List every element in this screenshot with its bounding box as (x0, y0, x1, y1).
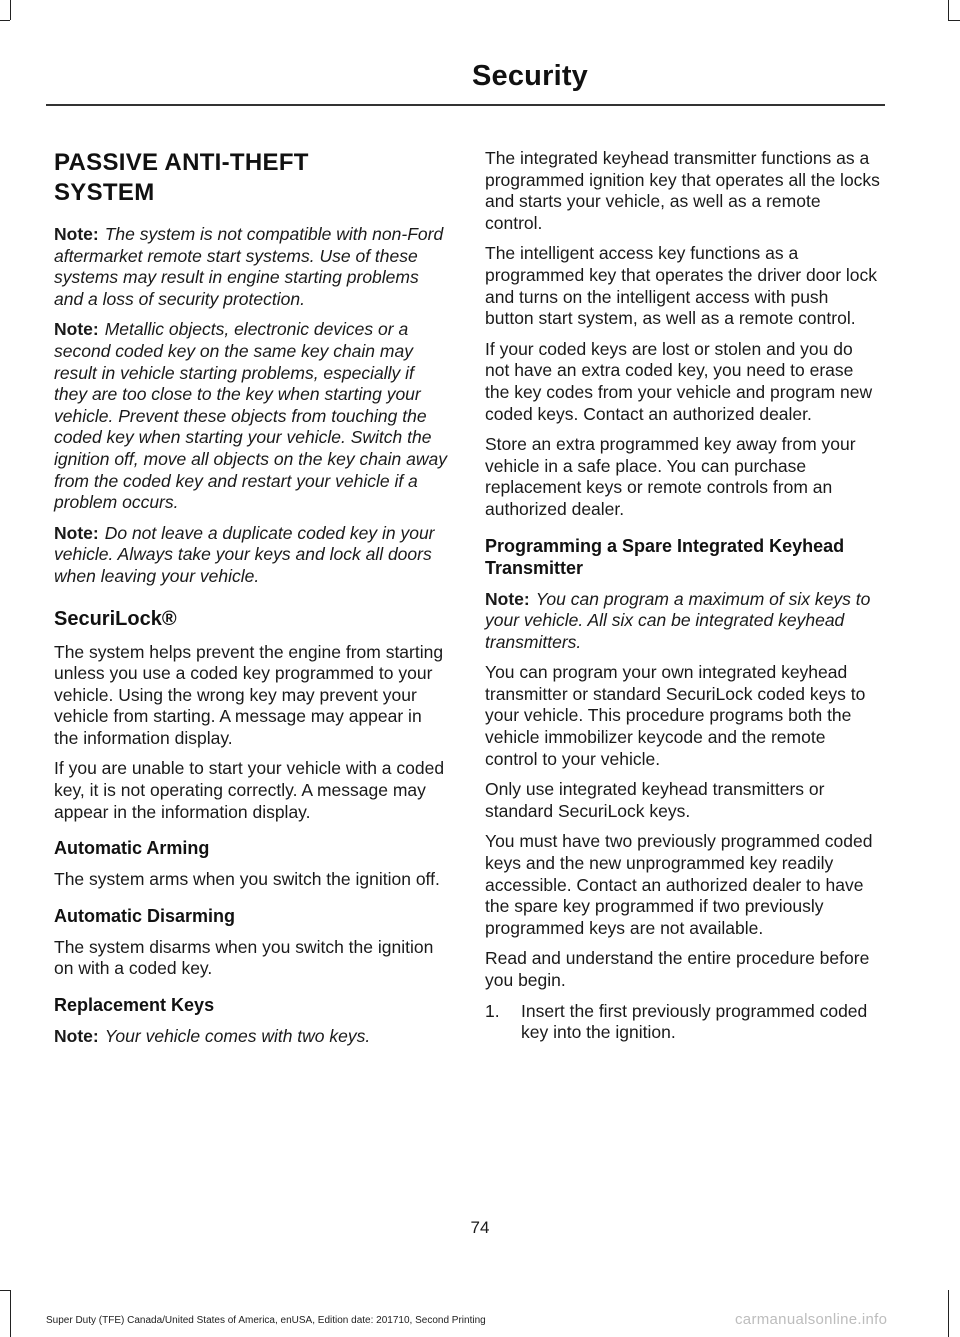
header-divider (46, 104, 885, 106)
note-label: Note: (54, 522, 99, 543)
section-heading: PASSIVE ANTI-THEFT SYSTEM (54, 149, 309, 206)
body-paragraph: If your coded keys are lost or stolen and you do not have an extra coded key, you need to erase the key codes from your vehicle and program new coded keys. Contact an authorized dealer. (485, 338, 873, 424)
body-paragraph: If you are unable to start your vehicle with a coded key, it is not operating correctly. A message may appear in the information display. (54, 758, 445, 822)
step-number: 1. (485, 1000, 500, 1021)
body-paragraph: You can program your own integrated keyhead transmitter or standard SecuriLock coded keys to your vehicle. This procedure programs both the vehicle immobilizer keycode and the remote control to your vehicle. (485, 662, 866, 769)
right-column (485, 148, 881, 1044)
page-title: Security (471, 60, 589, 92)
edition-footer: Super Duty (TFE) Canada/United States of America, enUSA, Edition date: 201710, Second Printing (46, 1315, 486, 1326)
note-text: The system is not compatible with non-Ford aftermarket remote start systems. Use of these systems may result in engine starting problems and a loss of security protection. (54, 224, 444, 309)
topic-heading: Automatic Arming (54, 838, 210, 859)
body-paragraph: The system disarms when you switch the ignition on with a coded key. (54, 936, 434, 979)
body-paragraph: The system helps prevent the engine from starting unless you use a coded key programmed to your vehicle. Using the wrong key may prevent your vehicle from starting. A message may appear in the information display. (54, 641, 444, 748)
note-paragraph (54, 224, 447, 310)
note-text: You can program a maximum of six keys to your vehicle. All six can be integrated keyhead transmitters. (485, 588, 871, 652)
subsection-heading: SecuriLock® (54, 607, 177, 630)
crop-mark (10, 1290, 11, 1337)
crop-mark (10, 0, 11, 20)
note-text: Your vehicle comes with two keys. (104, 1026, 371, 1047)
note-paragraph (54, 523, 447, 588)
watermark: carmanualsonline.info (735, 1311, 888, 1328)
note-label: Note: (54, 224, 99, 244)
crop-mark (0, 1290, 10, 1291)
crop-mark (948, 20, 960, 21)
topic-heading: Automatic Disarming (54, 905, 236, 926)
note-text: Metallic objects, electronic devices or a second coded key on the same key chain may result in vehicle starting problems, especially if they are too close to the key when starting your vehicle. Prevent these objects from touching the coded key when starting your vehicle. Switch the ignition off, move all objects on the key chain away from the coded key and restart your vehicle if a problem occurs. (54, 319, 447, 513)
step-text: Insert the first previously programmed coded key into the ignition. (521, 1000, 868, 1043)
note-label: Note: (485, 588, 530, 609)
topic-heading: Programming a Spare Integrated Keyhead Transmitter (485, 535, 845, 578)
procedure-step (485, 1001, 881, 1044)
note-text: Do not leave a duplicate coded key in your vehicle. Always take your keys and lock all doors when leaving your vehicle. (54, 522, 435, 586)
body-paragraph: Read and understand the entire procedure before you begin. (485, 948, 870, 990)
body-paragraph: The intelligent access key functions as a programmed key that operates the driver door lock and turns on the intelligent access with push button start system, as well as a remote control. (485, 243, 877, 329)
note-label: Note: (54, 319, 99, 340)
topic-heading: Replacement Keys (54, 995, 215, 1016)
body-paragraph: You must have two previously programmed coded keys and the new unprogrammed key readily accessible. Contact an authorized dealer to have the spare key programmed if two previously programmed keys are not available. (485, 831, 873, 938)
crop-mark (948, 0, 949, 20)
note-label: Note: (54, 1026, 99, 1047)
body-paragraph: The system arms when you switch the ignition off. (54, 869, 440, 890)
page-number: 74 (470, 1218, 490, 1237)
note-paragraph (54, 319, 447, 513)
body-paragraph: The integrated keyhead transmitter functions as a programmed ignition key that operates all the locks and starts your vehicle, as well as a remote control. (485, 148, 880, 233)
crop-mark (948, 1290, 949, 1337)
body-paragraph: Store an extra programmed key away from your vehicle in a safe place. You can purchase replacement keys or remote controls from an authorized dealer. (485, 434, 856, 519)
body-paragraph: Only use integrated keyhead transmitters or standard SecuriLock keys. (485, 779, 825, 821)
left-column (54, 148, 447, 1057)
note-paragraph (485, 589, 881, 654)
crop-mark (0, 20, 10, 21)
note-paragraph (54, 1026, 447, 1048)
